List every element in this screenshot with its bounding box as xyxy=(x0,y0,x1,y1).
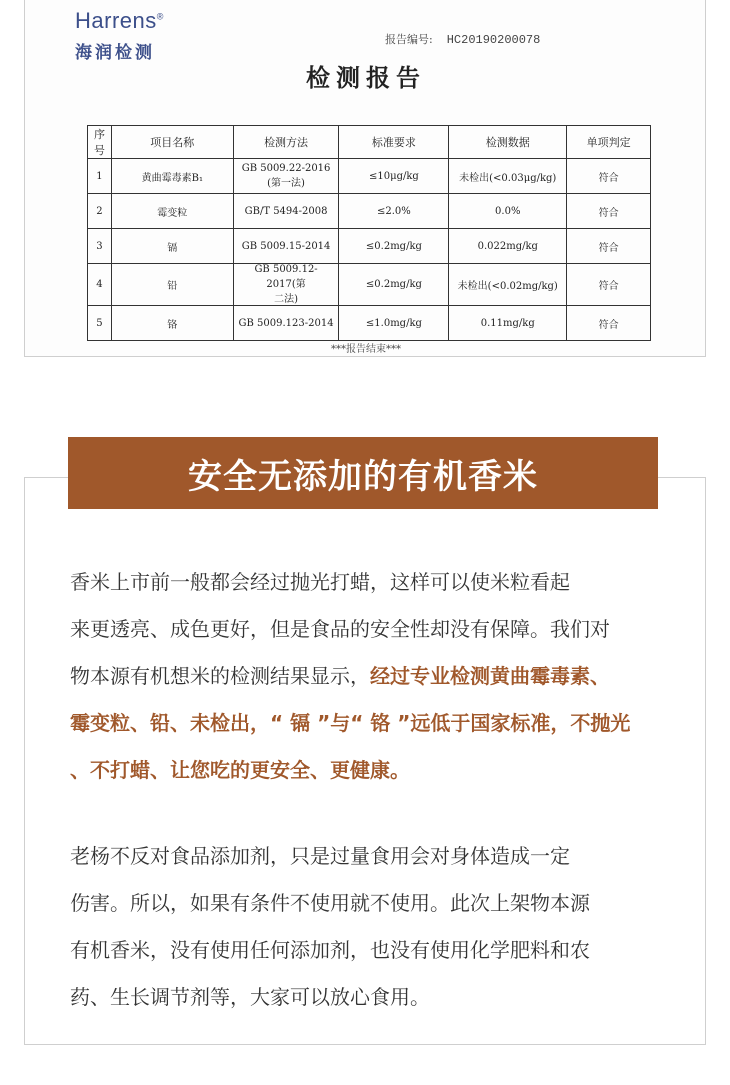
report-title: 检测报告 xyxy=(306,64,426,92)
cell-result: 符合 xyxy=(567,194,651,229)
cell-standard: ≤0.2mg/kg xyxy=(339,264,449,306)
cell-data: 未检出(<0.03μg/kg) xyxy=(449,159,567,194)
cell-result: 符合 xyxy=(567,159,651,194)
logo-chinese: 海润检测 xyxy=(75,43,155,63)
cell-result: 符合 xyxy=(567,229,651,264)
registered-mark: ® xyxy=(156,11,164,22)
table-row xyxy=(88,194,651,229)
header-method: 检测方法 xyxy=(233,126,339,159)
header-data: 检测数据 xyxy=(449,126,567,159)
cell-result: 符合 xyxy=(567,264,651,306)
cell-item: 黄曲霉毒素B₁ xyxy=(111,159,233,194)
table-header-row xyxy=(88,126,651,159)
header-no: 序号 xyxy=(88,126,112,159)
cell-data: 0.022mg/kg xyxy=(449,229,567,264)
test-report xyxy=(24,0,706,357)
logo-text: Harrens xyxy=(75,8,157,33)
cell-method: GB 5009.22-2016 (第一法) xyxy=(233,159,339,194)
cell-no: 5 xyxy=(88,306,112,341)
cell-data: 0.0% xyxy=(449,194,567,229)
header-result: 单项判定 xyxy=(567,126,651,159)
cell-method: GB 5009.12-2017(第 二法) xyxy=(233,264,339,306)
table-row xyxy=(88,306,651,341)
table-row xyxy=(88,229,651,264)
header-item: 项目名称 xyxy=(111,126,233,159)
cell-result: 符合 xyxy=(567,306,651,341)
cell-standard: ≤2.0% xyxy=(339,194,449,229)
cell-item: 铬 xyxy=(111,306,233,341)
report-number-label: 报告编号: xyxy=(385,33,433,46)
results-table xyxy=(87,125,651,341)
cell-no: 2 xyxy=(88,194,112,229)
cell-no: 4 xyxy=(88,264,112,306)
cell-method: GB 5009.15-2014 xyxy=(233,229,339,264)
cell-data: 0.11mg/kg xyxy=(449,306,567,341)
cell-no: 1 xyxy=(88,159,112,194)
cell-data: 未检出(<0.02mg/kg) xyxy=(449,264,567,306)
report-number xyxy=(385,31,540,47)
paragraph-polishing xyxy=(70,559,670,794)
cell-standard: ≤0.2mg/kg xyxy=(339,229,449,264)
table-row xyxy=(88,159,651,194)
paragraph-additives: 老杨不反对食品添加剂，只是过量食用会对身体造成一定 伤害。所以，如果有条件不使用就不使用。此次上架物本源 有机香米，没有使用任何添加剂，也没有使用化学肥料和农 药、生长调节剂等，大家可以放心食用。 xyxy=(70,844,590,1009)
report-end: ***报告结束*** xyxy=(331,344,401,355)
cell-item: 镉 xyxy=(111,229,233,264)
cell-item: 霉变粒 xyxy=(111,194,233,229)
table-row xyxy=(88,264,651,306)
cell-standard: ≤10μg/kg xyxy=(339,159,449,194)
paragraph-text: 香米上市前一般都会经过抛光打蜡，这样可以使米粒看起 来更透亮、成色更好，但是食品的安全性却没有保障。我们对 物本源有机想米的检测结果显示， xyxy=(70,570,610,688)
section-banner: 安全无添加的有机香米 xyxy=(68,437,658,509)
cell-method: GB/T 5494-2008 xyxy=(233,194,339,229)
cell-method: GB 5009.123-2014 xyxy=(233,306,339,341)
cell-item: 铅 xyxy=(111,264,233,306)
cell-no: 3 xyxy=(88,229,112,264)
brand-logo xyxy=(75,8,164,34)
header-standard: 标准要求 xyxy=(339,126,449,159)
cell-standard: ≤1.0mg/kg xyxy=(339,306,449,341)
highlight-text: 经过专业检测黄曲霉毒素、 霉变粒、铅、未检出，“ 镉 ”与“ 铬 ”远低于国家标准，不抛光 、不打蜡、让您吃的更安全、更健康。 xyxy=(70,664,631,782)
report-number-value: HC20190200078 xyxy=(446,33,541,47)
